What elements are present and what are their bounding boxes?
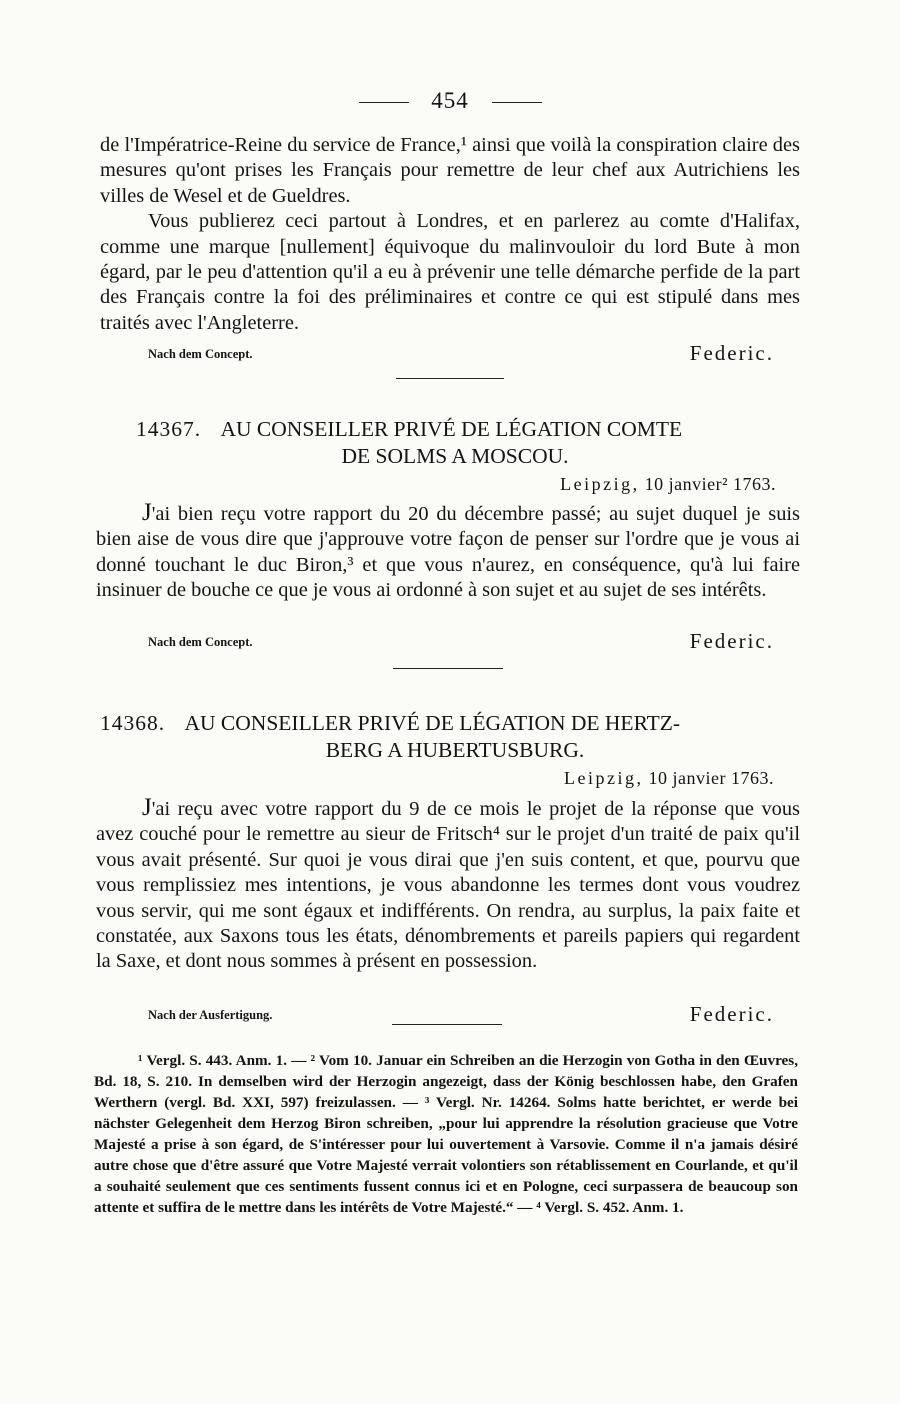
letter-text: 'ai bien reçu votre rapport du 20 du décembre passé; au sujet duquel je suis bien aise de vous dire que j'approuve votre façon de penser sur l'ordre que je vous ai donné touchant le duc Biron,³ et que vous n'aurez, en conséquence, qu'à lui faire insinuer de bouche ce que je vous ai ordonné à son sujet et au sujet de ses intérêts.	[96, 503, 800, 602]
section-divider	[396, 378, 504, 379]
initial-letter: J	[142, 499, 152, 526]
initial-letter: J	[142, 794, 152, 821]
page-number: 454	[431, 88, 469, 113]
signature: Federic.	[689, 1002, 774, 1026]
source-note: Nach dem Concept.	[148, 347, 253, 361]
signature-row	[148, 999, 778, 1027]
signature: Federic.	[689, 341, 774, 365]
letter-body-14368	[96, 795, 800, 975]
footnote-text: ¹ Vergl. S. 443. Anm. 1. — ² Vom 10. Januar ein Schreiben an die Herzogin von Gotha in den Œuvres, Bd. 18, S. 210. In demselben wird der Herzogin angezeigt, dass der König beschlossen habe, den Grafen Werthern (vergl. Bd. XXI, 597) freizulassen. — ³ Vergl. Nr. 14264. Solms hatte berichtet, er werde bei nächster Gelegenheit dem Herzog Biron schreiben, „pour lui apprendre la résolution gracieuse que Votre Majesté a prise à son égard, de S'intéresser pour lui ouvertement à Varsovie. Comme il n'a jamais désiré autre chose que d'être assuré que Votre Majesté verrait volontiers son rétablissement en Courlande, et qu'il a souhaité seulement que ces sentiments fussent connus ici et en Pologne, ceci surpassera de beaucoup son attente et suffira de le mettre dans les intérêts de Votre Majesté.“ — ⁴ Vergl. S. 452. Anm. 1.	[94, 1052, 798, 1216]
signature: Federic.	[689, 629, 774, 653]
letter-title-line: AU CONSEILLER PRIVÉ DE LÉGATION COMTE	[220, 417, 683, 441]
signature-row	[148, 338, 778, 366]
paragraph: Vous publierez ceci partout à Londres, et en parlerez au comte d'Halifax, comme une marque [nullement] équivoque du malinvouloir du lord Bute à mon égard, par le peu d'attention qu'il a eu à prévenir une telle démarche perfide de la part des Français contre la foi des préliminaires et contre ce qui est stipulé dans mes traités avec l'Angleterre.	[100, 210, 800, 334]
dateline-date: 10 janvier² 1763.	[644, 474, 776, 494]
dateline	[564, 768, 774, 789]
previous-letter-text	[100, 133, 800, 336]
letter-number: 14367.	[136, 417, 202, 441]
paragraph: de l'Impératrice-Reine du service de France,¹ ainsi que voilà la conspiration claire des mesures qu'ont prises les Français pour remettre de leur chef aux Autrichiens les villes de Wesel et de Gueldres.	[100, 134, 800, 207]
header-dash-right	[492, 102, 542, 103]
letter-number: 14368.	[100, 711, 166, 735]
signature-row	[148, 626, 778, 654]
header-dash-left	[359, 102, 409, 103]
dateline-date: 10 janvier 1763.	[648, 768, 774, 788]
footnote-divider	[392, 1024, 502, 1025]
letter-heading-14367	[100, 416, 800, 470]
letter-title-line: BERG A HUBERTUSBURG.	[325, 738, 585, 762]
letter-text: 'ai reçu avec votre rapport du 9 de ce mois le projet de la réponse que vous avez couché pour le remettre au sieur de Fritsch⁴ sur le projet d'un traité de paix qu'il vous avait présenté. Sur quoi je vous dirai que j'en suis content, et que, pourvu que vous remplissiez mes intentions, je vous abandonne les termes dont vous voudrez vous servir, qui me sont égaux et indifférents. On rendra, au surplus, la paix faite et constatée, aux Saxons tous les états, dénombrements et pareils papiers qui regardent la Saxe, et dont nous sommes à présent en possession.	[96, 798, 800, 973]
section-divider	[393, 668, 503, 669]
paragraph	[96, 795, 800, 975]
footnotes	[94, 1050, 798, 1218]
dateline-place: Leipzig,	[560, 474, 640, 494]
letter-title-line: AU CONSEILLER PRIVÉ DE LÉGATION DE HERTZ-	[184, 711, 681, 735]
dateline	[560, 474, 776, 495]
letter-body-14367	[96, 500, 800, 604]
letter-title-line: DE SOLMS A MOSCOU.	[341, 444, 569, 468]
letter-heading-14368	[100, 710, 800, 764]
paragraph	[96, 500, 800, 604]
page-header	[0, 88, 900, 114]
source-note: Nach der Ausfertigung.	[148, 1008, 273, 1022]
source-note: Nach dem Concept.	[148, 635, 253, 649]
dateline-place: Leipzig,	[564, 768, 644, 788]
